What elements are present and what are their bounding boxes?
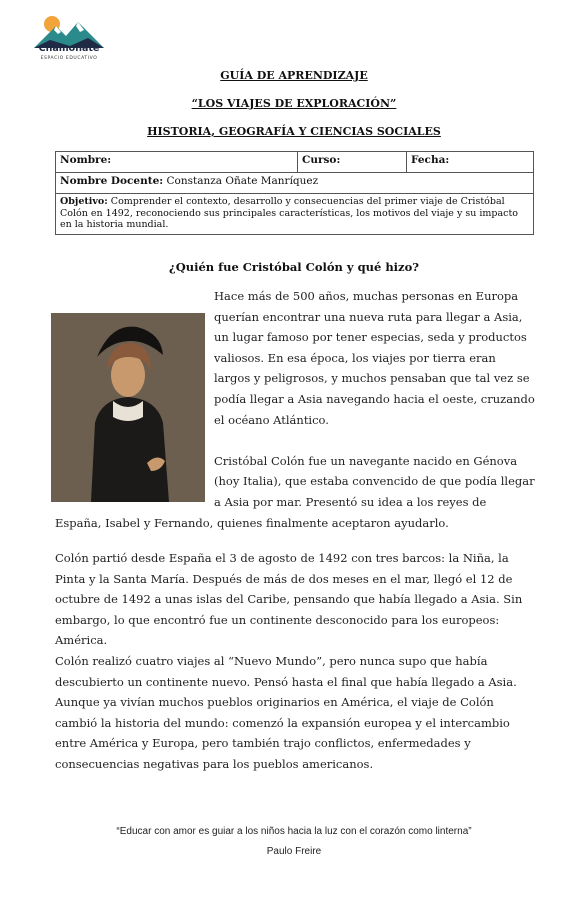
section-question: ¿Quién fue Cristóbal Colón y qué hizo? [168, 260, 419, 274]
nombre-cell[interactable] [56, 152, 298, 173]
objetivo-value: Comprender el contexto, desarrollo y consecuencias del primer viaje de Cristóbal Colón en 1492, reconociendo sus principales características, los motivos del viaje y su impacto en la historia mundial. [60, 196, 518, 230]
curso-cell[interactable] [298, 152, 407, 173]
paragraph-1a: Hace más de 500 años, muchas personas en Europa querían encontrar una nueva ruta para llegar a Asia, un lugar famoso por tener especias, seda y productos valiosos. En esa época, los viajes por tierra eran largos y peligrosos, y muchos pensaban que tal vez se podía llegar a Asia navegando hacia el oeste, cruzando el océano Atlántico. [214, 289, 535, 427]
guide-title: GUÍA DE APRENDIZAJE [220, 69, 368, 82]
docente-value: Constanza Oñate Manríquez [166, 175, 319, 187]
logo-name: Chamonate [38, 43, 100, 54]
objetivo-label: Objetivo: [60, 196, 108, 207]
paragraph-3: Colón realizó cuatro viajes al “Nuevo Mundo”, pero nunca supo que había descubierto un continente nuevo. Pensó hasta el final que había llegado a Asia. Aunque ya vivían muchos pueblos originarios en América, el viaje de Colón cambió la historia del mundo: comenzó la expansión europea y el intercambio entre América y Europa, pero también trajo conflictos, enfermedades y consecuencias negativas para los pueblos americanos. [55, 654, 517, 771]
docente-label: Nombre Docente: [60, 175, 164, 187]
nombre-label: Nombre: [60, 154, 112, 166]
footer-quote: “Educar con amor es guiar a los niños hacia la luz con el corazón como linterna” [116, 826, 472, 837]
portrait-space [55, 286, 214, 492]
paragraph-2: Colón partió desde España el 3 de agosto de 1492 con tres barcos: la Niña, la Pinta y la Santa María. Después de más de dos meses en el mar, llegó el 12 de octubre de 1492 a unas islas del Caribe, pensando que había llegado a Asia. Sin embargo, lo que encontró fue un continente desconocido para los europeos: América. [55, 551, 523, 648]
curso-label: Curso: [302, 154, 341, 166]
paragraph-1 [55, 286, 535, 533]
fecha-label: Fecha: [411, 154, 450, 166]
objetivo-cell [56, 194, 534, 235]
paragraph-1b: Cristóbal Colón fue un navegante nacido en Génova (hoy Italia), que estaba convencido de que podía llegar a Asia por mar. Presentó su idea a los reyes de España, Isabel y Fernando, quienes finalmente aceptaron ayudarlo. [55, 453, 535, 530]
docente-cell [56, 173, 534, 194]
topic-title: “LOS VIAJES DE EXPLORACIÓN” [191, 97, 397, 110]
footer-author: Paulo Freire [266, 846, 322, 857]
fecha-cell[interactable] [407, 152, 534, 173]
subject-title: HISTORIA, GEOGRAFÍA Y CIENCIAS SOCIALES [147, 125, 441, 138]
student-info-table [55, 151, 534, 235]
logo-subtitle: ESPACIO EDUCATIVO [40, 56, 98, 61]
